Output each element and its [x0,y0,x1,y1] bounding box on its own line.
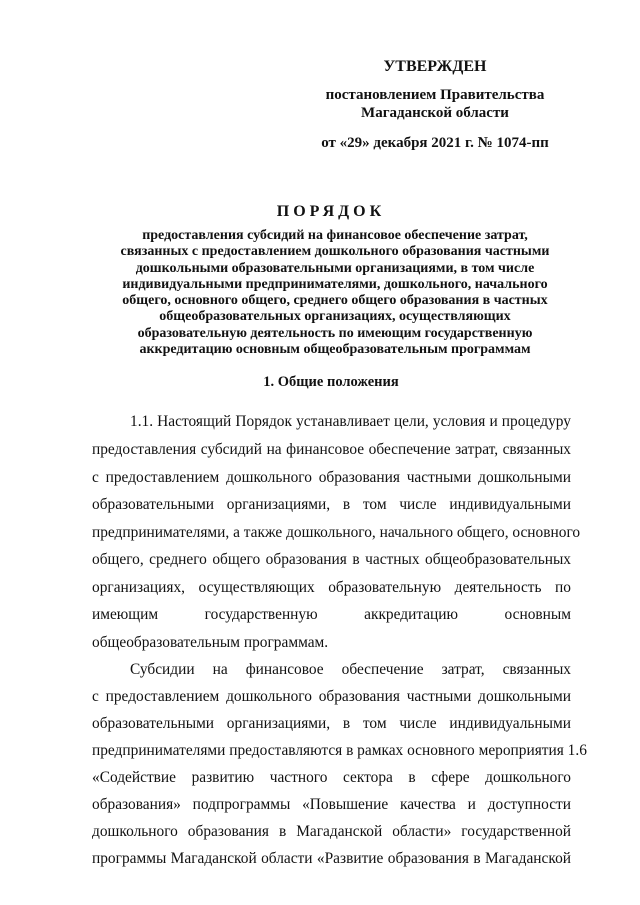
paragraph-2-line: с предоставлением дошкольного образования частными дошкольными [92,688,571,705]
approval-heading: УТВЕРЖДЕН [383,58,487,75]
paragraph-1-line: общеобразовательным программам. [92,634,329,651]
paragraph-2-line: Субсидии на финансовое обеспечение затрат, связанных [130,661,571,678]
paragraph-1-line: 1.1. Настоящий Порядок устанавливает цели, условия и процедуру [130,413,571,430]
paragraph-1-line: образовательными организациями, в том числе индивидуальными [92,496,571,513]
paragraph-2-line: образования» подпрограммы «Повышение качества и доступности [92,796,571,813]
paragraph-2-line: программы Магаданской области «Развитие образования в Магаданской [92,850,571,867]
subtitle-line: аккредитацию основным общеобразовательным программам [139,342,531,358]
paragraph-1-line: имеющим государственную аккредитацию основным [92,606,571,623]
paragraph-1-line: с предоставлением дошкольного образования частными дошкольными [92,469,571,486]
approval-line-2: Магаданской области [361,105,509,121]
paragraph-1-line: предпринимателями, а также дошкольного, начального общего, основного [92,524,581,541]
subtitle-line: общего, основного общего, среднего общего образования в частных [122,293,548,309]
paragraph-1-line: общего, среднего общего образования в частных общеобразовательных [92,551,571,568]
paragraph-2-line: дошкольного образования в Магаданской области» государственной [92,823,571,840]
subtitle-line: общеобразовательных организациях, осуществляющих [159,309,511,325]
paragraph-1-line: организациях, осуществляющих образовательную деятельность по [92,579,571,596]
approval-line-1: постановлением Правительства [325,87,545,103]
document-title: ПОРЯДОК [276,203,386,220]
approval-block [300,58,570,152]
section-heading: 1. Общие положения [263,374,399,390]
subtitle-line: индивидуальными предпринимателями, дошкольного, начального [122,276,548,292]
paragraph-2-line: предпринимателями предоставляются в рамках основного мероприятия 1.6 [92,742,587,759]
paragraph-1-line: предоставления субсидий на финансовое обеспечение затрат, связанных [92,441,571,458]
subtitle-line: связанных с предоставлением дошкольного образования частными [120,244,550,260]
subtitle-line: образовательную деятельность по имеющим государственную [137,325,533,341]
paragraph-2-line: образовательными организациями, в том числе индивидуальными [92,715,571,732]
paragraph-2-line: «Содействие развитию частного сектора в сфере дошкольного [92,769,571,786]
subtitle-line: дошкольными образовательными организациями, в том числе [135,260,535,276]
document-subtitle [110,228,560,358]
approval-date: от «29» декабря 2021 г. № 1074-пп [321,135,549,151]
subtitle-line: предоставления субсидий на финансовое обеспечение затрат, [142,228,528,243]
